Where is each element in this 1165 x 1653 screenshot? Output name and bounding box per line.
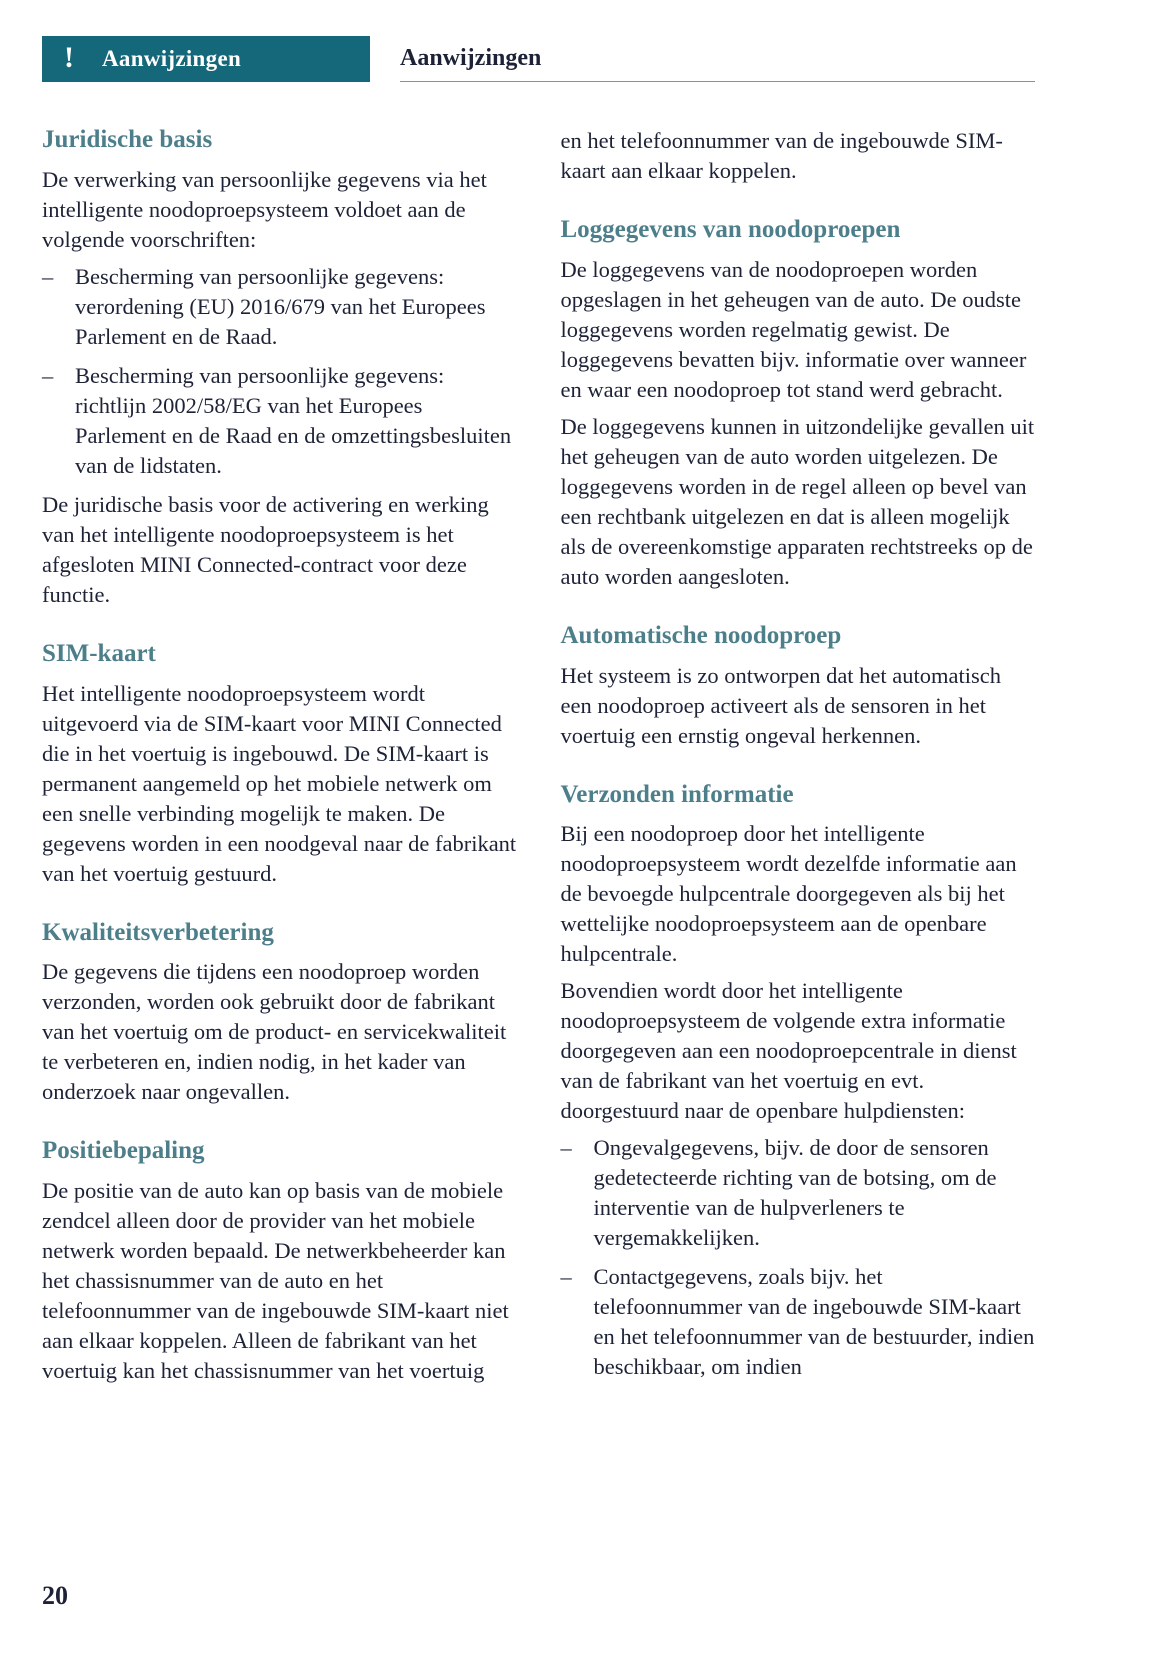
heading-loggegevens: Loggegevens van noodoproepen xyxy=(560,216,901,243)
running-title: Aanwijzingen xyxy=(400,45,542,71)
heading-positiebepaling: Positiebepaling xyxy=(42,1137,205,1165)
paragraph: De loggegevens kunnen in uitzondelijke gevallen uit het geheugen van de auto worden uitgelezen. De loggegevens worden in de regel alleen op bevel van een rechtbank uitgelezen en dat is alleen mogelijk als de overeenkomstige apparaten rechtstreeks op de auto worden aangesloten. xyxy=(560,413,1035,589)
paragraph: De juridische basis voor de activering en werking van het intelligente noodoproepsysteem is het afgesloten MINI Connected-contract voor deze functie. xyxy=(42,491,489,607)
paragraph: Bovendien wordt door het intelligente noodoproepsysteem de volgende extra informatie doorgegeven aan een noodoproepcentrale in dienst van de fabrikant van het voertuig en evt. doorgestuurd naar de openbare hulpdiensten: xyxy=(560,978,1017,1124)
paragraph: De verwerking van persoonlijke gegevens via het intelligente noodoproepsysteem voldoet aan de volgende voorschriften: xyxy=(42,166,487,252)
bullet-text: Bescherming van persoonlijke gegevens: verordening (EU) 2016/679 van het Europees Parlement en de Raad. xyxy=(75,263,486,349)
bullet-text: Ongevalgegevens, bijv. de door de sensoren gedetecteerde richting van de botsing, om de interventie van de hulpverleners te vergemakkelijken. xyxy=(593,1135,997,1251)
running-header xyxy=(400,36,1035,82)
heading-automatische-noodoproep: Automatische noodoproep xyxy=(560,621,842,649)
list-item xyxy=(42,361,517,481)
page-header xyxy=(42,36,1035,82)
bullet-dash: – xyxy=(42,362,54,388)
continuation-paragraph: en het telefoonnummer van de ingebouwde SIM-kaart aan elkaar koppelen. xyxy=(560,128,1003,183)
bullet-text: Contactgegevens, zoals bijv. het telefoonnummer van de ingebouwde SIM-kaart en het telefoonnummer van de bestuurder, indien beschikbaar, om indien xyxy=(593,1264,1035,1380)
page-content xyxy=(42,82,1035,1393)
page-number: 20 xyxy=(42,1581,68,1610)
heading-verzonden-informatie: Verzonden informatie xyxy=(560,780,794,808)
chapter-badge-label: Aanwijzingen xyxy=(102,46,242,71)
bullet-dash: – xyxy=(560,1135,572,1161)
bullet-dash: – xyxy=(560,1264,572,1290)
paragraph: De positie van de auto kan op basis van de mobiele zendcel alleen door de provider van het mobiele netwerk worden bepaald. De netwerkbeheerder kan het chassisnummer van de auto en het telefoonnummer van de ingebouwde SIM-kaart niet aan elkaar koppelen. Alleen de fabrikant van het voertuig kan het chassisnummer van het voertuig xyxy=(42,1178,509,1383)
paragraph: De loggegevens van de noodoproepen worden opgeslagen in het geheugen van de auto. De oudste loggegevens worden regelmatig gewist. De loggegevens bevatten bijv. informatie over wanneer en waar een noodoproep tot stand werd gebracht. xyxy=(560,256,1027,402)
heading-juridische-basis: Juridische basis xyxy=(42,126,213,153)
bullet-text: Bescherming van persoonlijke gegevens: richtlijn 2002/58/EG van het Europees Parlement en de Raad en de omzettingsbesluiten van de lidstaten. xyxy=(75,362,512,478)
paragraph: Het systeem is zo ontworpen dat het automatisch een noodoproep activeert als de sensoren in het voertuig een ernstig ongeval herkennen. xyxy=(560,662,1002,748)
bullet-dash: – xyxy=(42,263,54,289)
list-item xyxy=(561,1133,1036,1253)
chapter-badge xyxy=(42,36,370,82)
list-item xyxy=(42,262,517,352)
paragraph: Bij een noodoproep door het intelligente noodoproepsysteem wordt dezelfde informatie aan de bevoegde hulpcentrale doorgegeven als bij het wettelijke noodoproepsysteem aan de openbare hulpcentrale. xyxy=(560,821,1017,967)
list-item xyxy=(561,1262,1036,1382)
exclamation-icon: ! xyxy=(64,41,74,74)
paragraph: De gegevens die tijdens een noodoproep worden verzonden, worden ook gebruikt door de fabrikant van het voertuig om de product- en servicekwaliteit te verbeteren en, indien nodig, in het kader van onderzoek naar ongevallen. xyxy=(42,959,507,1105)
paragraph: Het intelligente noodoproepsysteem wordt uitgevoerd via de SIM-kaart voor MINI Connected die in het voertuig is ingebouwd. De SIM-kaart is permanent aangemeld op het mobiele netwerk om een snelle verbinding mogelijk te maken. De gegevens worden in een noodgeval naar de fabrikant van het voertuig gestuurd. xyxy=(42,680,517,886)
left-column xyxy=(42,126,517,1393)
heading-sim-kaart: SIM-kaart xyxy=(42,639,156,667)
right-column xyxy=(561,126,1036,1393)
page-footer xyxy=(42,1581,68,1611)
heading-kwaliteitsverbetering: Kwaliteitsverbetering xyxy=(42,918,274,946)
